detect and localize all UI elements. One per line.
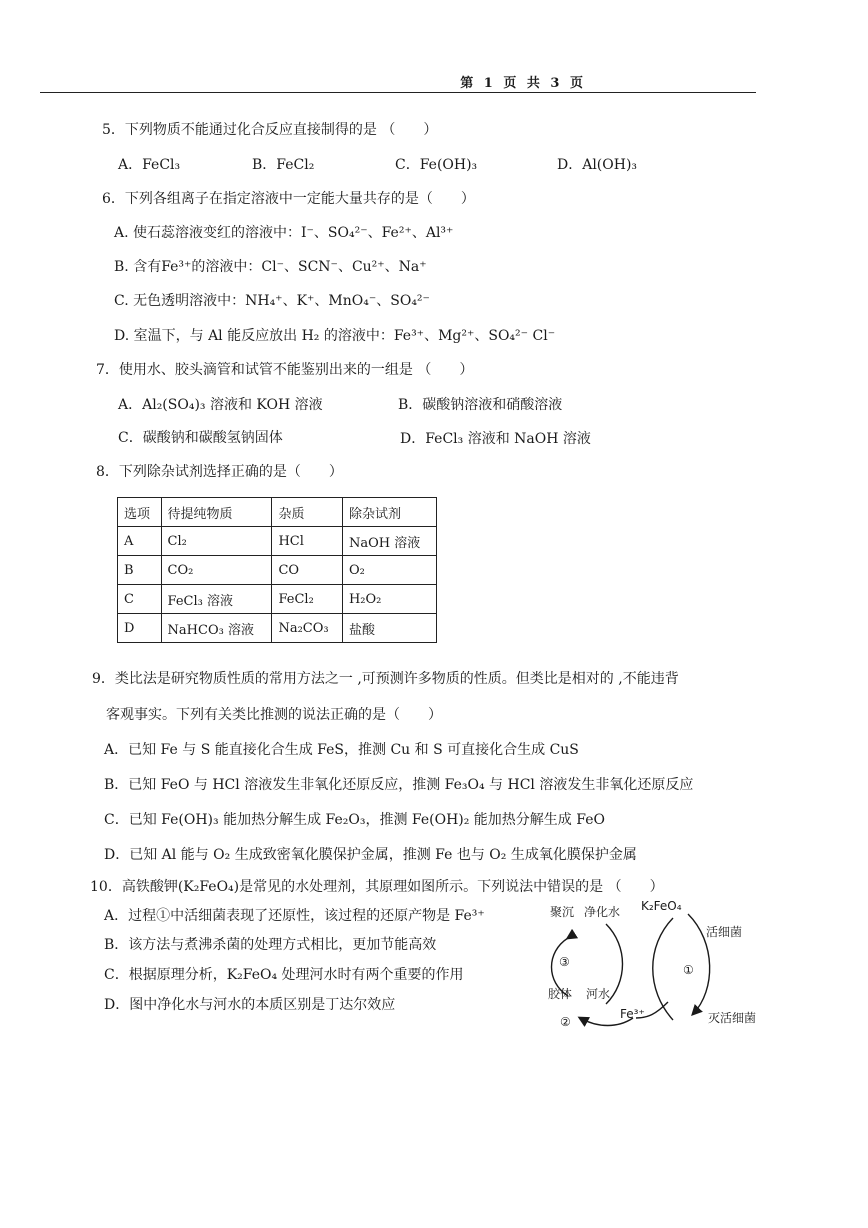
label-fe3: Fe³⁺ xyxy=(620,1007,645,1021)
question-7-option-d: D．FeCl₃ 溶液和 NaOH 溶液 xyxy=(400,431,591,447)
label-step2: ② xyxy=(560,1015,571,1029)
table-cell: NaHCO₃ 溶液 xyxy=(161,614,272,643)
label-river-water: 河水 xyxy=(586,987,611,1001)
table-cell: H₂O₂ xyxy=(342,585,436,614)
table-cell: FeCl₃ 溶液 xyxy=(161,585,272,614)
question-10-option-a: A．过程①中活细菌表现了还原性，该过程的还原产物是 Fe³⁺ xyxy=(104,908,485,924)
label-step1: ① xyxy=(683,963,694,977)
table-header-cell: 选项 xyxy=(118,498,162,527)
question-9-stem-line-1: 9．类比法是研究物质性质的常用方法之一 ,可预测许多物质的性质。但类比是相对的 ,不能违背 xyxy=(92,671,679,687)
table-cell: HCl xyxy=(272,527,342,556)
diagram-svg xyxy=(528,886,768,1036)
label-step3: ③ xyxy=(559,955,570,969)
question-8-table xyxy=(117,497,437,643)
question-9-option-d: D．已知 Al 能与 O₂ 生成致密氧化膜保护金属，推测 Fe 也与 O₂ 生成氧化膜保护金属 xyxy=(104,847,637,863)
question-9-option-c: C．已知 Fe(OH)₃ 能加热分解生成 Fe₂O₃，推测 Fe(OH)₂ 能加热分解生成 FeO xyxy=(104,812,605,828)
question-6-option-d: D. 室温下，与 Al 能反应放出 H₂ 的溶液中：Fe³⁺、Mg²⁺、SO₄²⁻ Cl⁻ xyxy=(114,328,556,344)
arc-k2feo4 xyxy=(653,918,673,1020)
table-cell: 盐酸 xyxy=(342,614,436,643)
table-cell: O₂ xyxy=(342,556,436,585)
table-cell: Na₂CO₃ xyxy=(272,614,342,643)
question-7-option-c: C．碳酸钠和碳酸氢钠固体 xyxy=(118,430,283,446)
table-cell: CO xyxy=(272,556,342,585)
page-number: 第 1 页 共 3 页 xyxy=(460,76,586,91)
question-6-option-b: B. 含有Fe³⁺的溶液中：Cl⁻、SCN⁻、Cu²⁺、Na⁺ xyxy=(114,259,427,275)
table-cell: D xyxy=(118,614,162,643)
table-header-cell: 杂质 xyxy=(272,498,342,527)
table-cell: CO₂ xyxy=(161,556,272,585)
page-header xyxy=(40,72,756,93)
label-dead-bacteria: 灭活细菌 xyxy=(708,1011,757,1025)
table-cell: FeCl₂ xyxy=(272,585,342,614)
table-header-cell: 除杂试剂 xyxy=(342,498,436,527)
question-9-stem-line-2: 客观事实。下列有关类比推测的说法正确的是（ ） xyxy=(106,707,442,723)
question-7-option-a: A．Al₂(SO₄)₃ 溶液和 KOH 溶液 xyxy=(118,397,323,413)
question-10-option-b: B．该方法与煮沸杀菌的处理方式相比，更加节能高效 xyxy=(104,937,437,953)
question-5-option-b: B．FeCl₂ xyxy=(252,157,315,173)
question-5-stem: 5．下列物质不能通过化合反应直接制得的是 （ ） xyxy=(102,122,438,138)
table-row xyxy=(118,527,437,556)
table-cell: C xyxy=(118,585,162,614)
question-9-option-b: B．已知 FeO 与 HCl 溶液发生非氧化还原反应，推测 Fe₃O₄ 与 HCl 溶液发生非氧化还原反应 xyxy=(104,777,694,793)
question-6-option-a: A. 使石蕊溶液变红的溶液中：I⁻、SO₄²⁻、Fe²⁺、Al³⁺ xyxy=(114,225,454,241)
table-row xyxy=(118,556,437,585)
question-5-option-a: A．FeCl₃ xyxy=(118,157,181,173)
question-5-option-d: D．Al(OH)₃ xyxy=(557,157,638,173)
question-9-option-a: A．已知 Fe 与 S 能直接化合生成 FeS，推测 Cu 和 S 可直接化合生成 CuS xyxy=(104,742,579,758)
question-7-stem: 7．使用水、胶头滴管和试管不能鉴别出来的一组是 （ ） xyxy=(96,362,474,378)
label-settle: 聚沉 xyxy=(550,905,575,919)
table-header-row xyxy=(118,498,437,527)
table-cell: A xyxy=(118,527,162,556)
water-treatment-diagram xyxy=(528,886,768,1036)
table-cell: NaOH 溶液 xyxy=(342,527,436,556)
table-cell: Cl₂ xyxy=(161,527,272,556)
label-purified-water: 净化水 xyxy=(584,905,621,919)
question-10-option-d: D．图中净化水与河水的本质区别是丁达尔效应 xyxy=(104,997,396,1013)
question-7-option-b: B．碳酸钠溶液和硝酸溶液 xyxy=(398,397,563,413)
table-cell: B xyxy=(118,556,162,585)
question-6-stem: 6．下列各组离子在指定溶液中一定能大量共存的是（ ） xyxy=(102,191,475,207)
label-k2feo4: K₂FeO₄ xyxy=(641,899,682,913)
question-8-stem: 8．下列除杂试剂选择正确的是（ ） xyxy=(96,464,343,480)
label-colloid: 胶体 xyxy=(548,987,573,1001)
table-header-cell: 待提纯物质 xyxy=(161,498,272,527)
table-row xyxy=(118,614,437,643)
question-6-option-c: C. 无色透明溶液中：NH₄⁺、K⁺、MnO₄⁻、SO₄²⁻ xyxy=(114,293,430,309)
question-10-option-c: C．根据原理分析，K₂FeO₄ 处理河水时有两个重要的作用 xyxy=(104,967,464,983)
question-10-stem: 10．高铁酸钾(K₂FeO₄)是常见的水处理剂，其原理如图所示。下列说法中错误的是 （ ） xyxy=(90,879,664,895)
table-row xyxy=(118,585,437,614)
label-live-bacteria: 活细菌 xyxy=(706,925,743,939)
question-5-option-c: C．Fe(OH)₃ xyxy=(395,157,478,173)
